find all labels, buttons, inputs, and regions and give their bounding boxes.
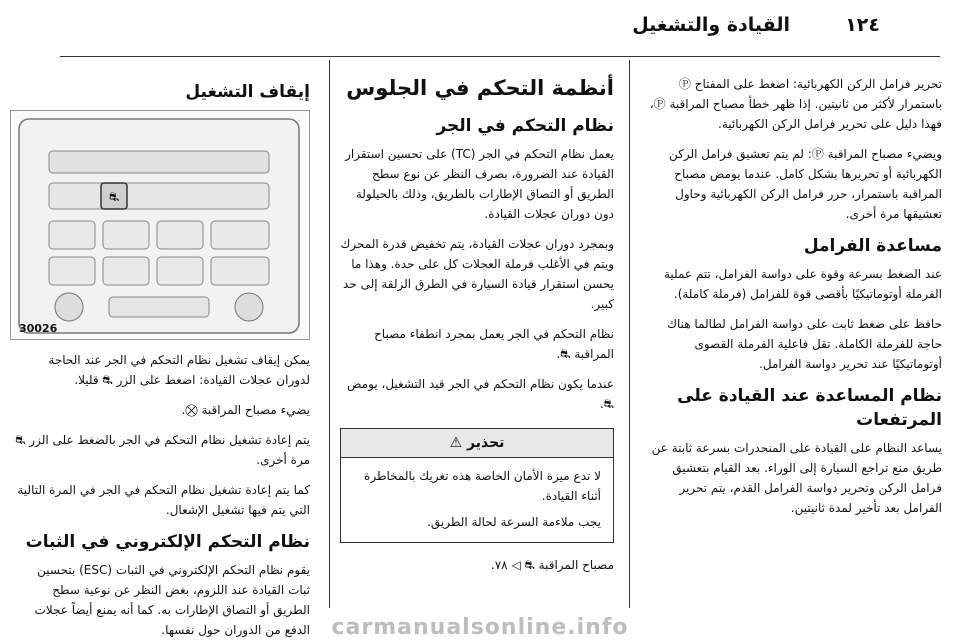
- paragraph: تحرير فرامل الركن الكهربائية: اضغط على المفتاح Ⓟ باستمرار لأكثر من ثانيتين. إذا ظهر خطأ مصباح المراقبة Ⓟ، فهذا دليل على تحرير فرامل الركن الكهربائية.: [649, 77, 942, 131]
- header-rule: [60, 56, 940, 57]
- paragraph: يضيء مصباح المراقبة ⛒.: [181, 403, 310, 417]
- console-illustration: [10, 111, 309, 340]
- warning-body: [341, 458, 613, 542]
- paragraph: يتم إعادة تشغيل نظام التحكم في الجر بالضغط على الزر ⛐ مرة أخرى.: [15, 433, 310, 467]
- paragraph: كما يتم إعادة تشغيل نظام التحكم في الجر في المرة التالية التي يتم فيها تشغيل الإشعال.: [17, 483, 310, 517]
- column-divider: [329, 60, 330, 608]
- section-heading-traction-control: نظام التحكم في الجر: [436, 116, 614, 136]
- main-heading: أنظمة التحكم في الجلوس: [346, 76, 614, 100]
- warning-paragraph: يجب ملاءمة السرعة لحالة الطريق.: [427, 515, 601, 529]
- warning-title-text: تحذير: [467, 435, 505, 451]
- middle-column: [340, 74, 614, 585]
- paragraph: ويضيء مصباح المراقبة Ⓟ: لم يتم تعشيق فرامل الركن الكهربائية أو تحريرها بشكل كامل. عندما يومض مصباح المراقبة باستمرار، حرر فرامل الركن الكهربائية وحاول تعشيقها مرة أخرى.: [668, 147, 942, 221]
- svg-text:⛐: ⛐: [108, 190, 120, 204]
- column-divider: [629, 60, 630, 608]
- watermark: carmanualsonline.info: [331, 615, 629, 640]
- figure-code: 30026: [19, 322, 58, 335]
- chapter-title: القيادة والتشغيل: [632, 14, 790, 36]
- paragraph: نظام التحكم في الجر يعمل بمجرد انطفاء مصباح المراقبة ⛐.: [374, 327, 614, 361]
- warning-paragraph: لا تدع ميزة الأمان الخاصة هذه تغريك بالمخاطرة أثناء القيادة.: [364, 469, 601, 503]
- paragraph: يعمل نظام التحكم في الجر (TC) على تحسين استقرار القيادة عند الضرورة، بصرف النظر عن نوع سطح الطريق أو التصاق الإطارات بالطريق، وذلك بالحيلولة دون دوران عجلات القيادة.: [345, 147, 614, 221]
- page-number: ١٢٤: [845, 14, 880, 36]
- section-heading-brake-assist: مساعدة الفرامل: [803, 236, 942, 256]
- section-heading-esc: نظام التحكم الإلكتروني في الثبات: [25, 532, 310, 552]
- paragraph: يمكن إيقاف تشغيل نظام التحكم في الجر عند الحاجة لدوران عجلات القيادة: اضغط على الزر ⛐ قليلا.: [48, 353, 310, 387]
- paragraph: يساعد النظام على القيادة على المنحدرات بسرعة ثابتة عن طريق منع تراجع السيارة إلى الوراء. بعد القيام بتعشيق فرامل الركن وتحرير دواسة الفرامل القدم، يتم تحرير الفرامل بعد تأخير لمدة ثانيتين.: [651, 441, 942, 515]
- left-column: [12, 74, 310, 642]
- paragraph: حافظ على ضغط ثابت على دواسة الفرامل لطالما هناك حاجة للفرملة الكاملة. تقل فاعلية الفرملة القصوى أوتوماتيكيًا عند تحرير دواسة الفرامل.: [667, 317, 942, 371]
- section-heading-deactivation: إيقاف التشغيل: [185, 82, 310, 102]
- warning-box: [340, 428, 614, 543]
- section-heading-hill-assist: نظام المساعدة عند القيادة على المرتفعات: [677, 386, 942, 430]
- right-column: [642, 74, 942, 528]
- warning-icon: ⚠: [449, 435, 463, 451]
- paragraph: مصباح المراقبة ⛐ ◁ ٧٨.: [490, 558, 614, 572]
- console-figure: [10, 110, 310, 340]
- page-header: [80, 14, 880, 36]
- paragraph: عند الضغط بسرعة وقوة على دواسة الفرامل، تتم عملية الفرملة أوتوماتيكيًا بأقصى قوة للفرامل (فرملة كاملة).: [663, 267, 942, 301]
- warning-title: [341, 429, 613, 458]
- paragraph: وبمجرد دوران عجلات القيادة، يتم تخفيض قدرة المحرك ويتم في الأغلب فرملة العجلات كل على حدة. وهذا ما يحسن استقرار قيادة السيارة في الطرق الزلقة إلى حد كبير.: [340, 237, 614, 311]
- paragraph: عندما يكون نظام التحكم في الجر قيد التشغيل، يومض ⛐.: [346, 377, 614, 411]
- paragraph: يقوم نظام التحكم الإلكتروني في الثبات (ESC) بتحسين ثبات القيادة عند اللزوم، بغض النظر عن نوعية سطح الطريق أو التصاق الإطارات به. كما أنه يمنع أيضاً عجلات الدفع من الدوران حول نفسها.: [34, 563, 310, 637]
